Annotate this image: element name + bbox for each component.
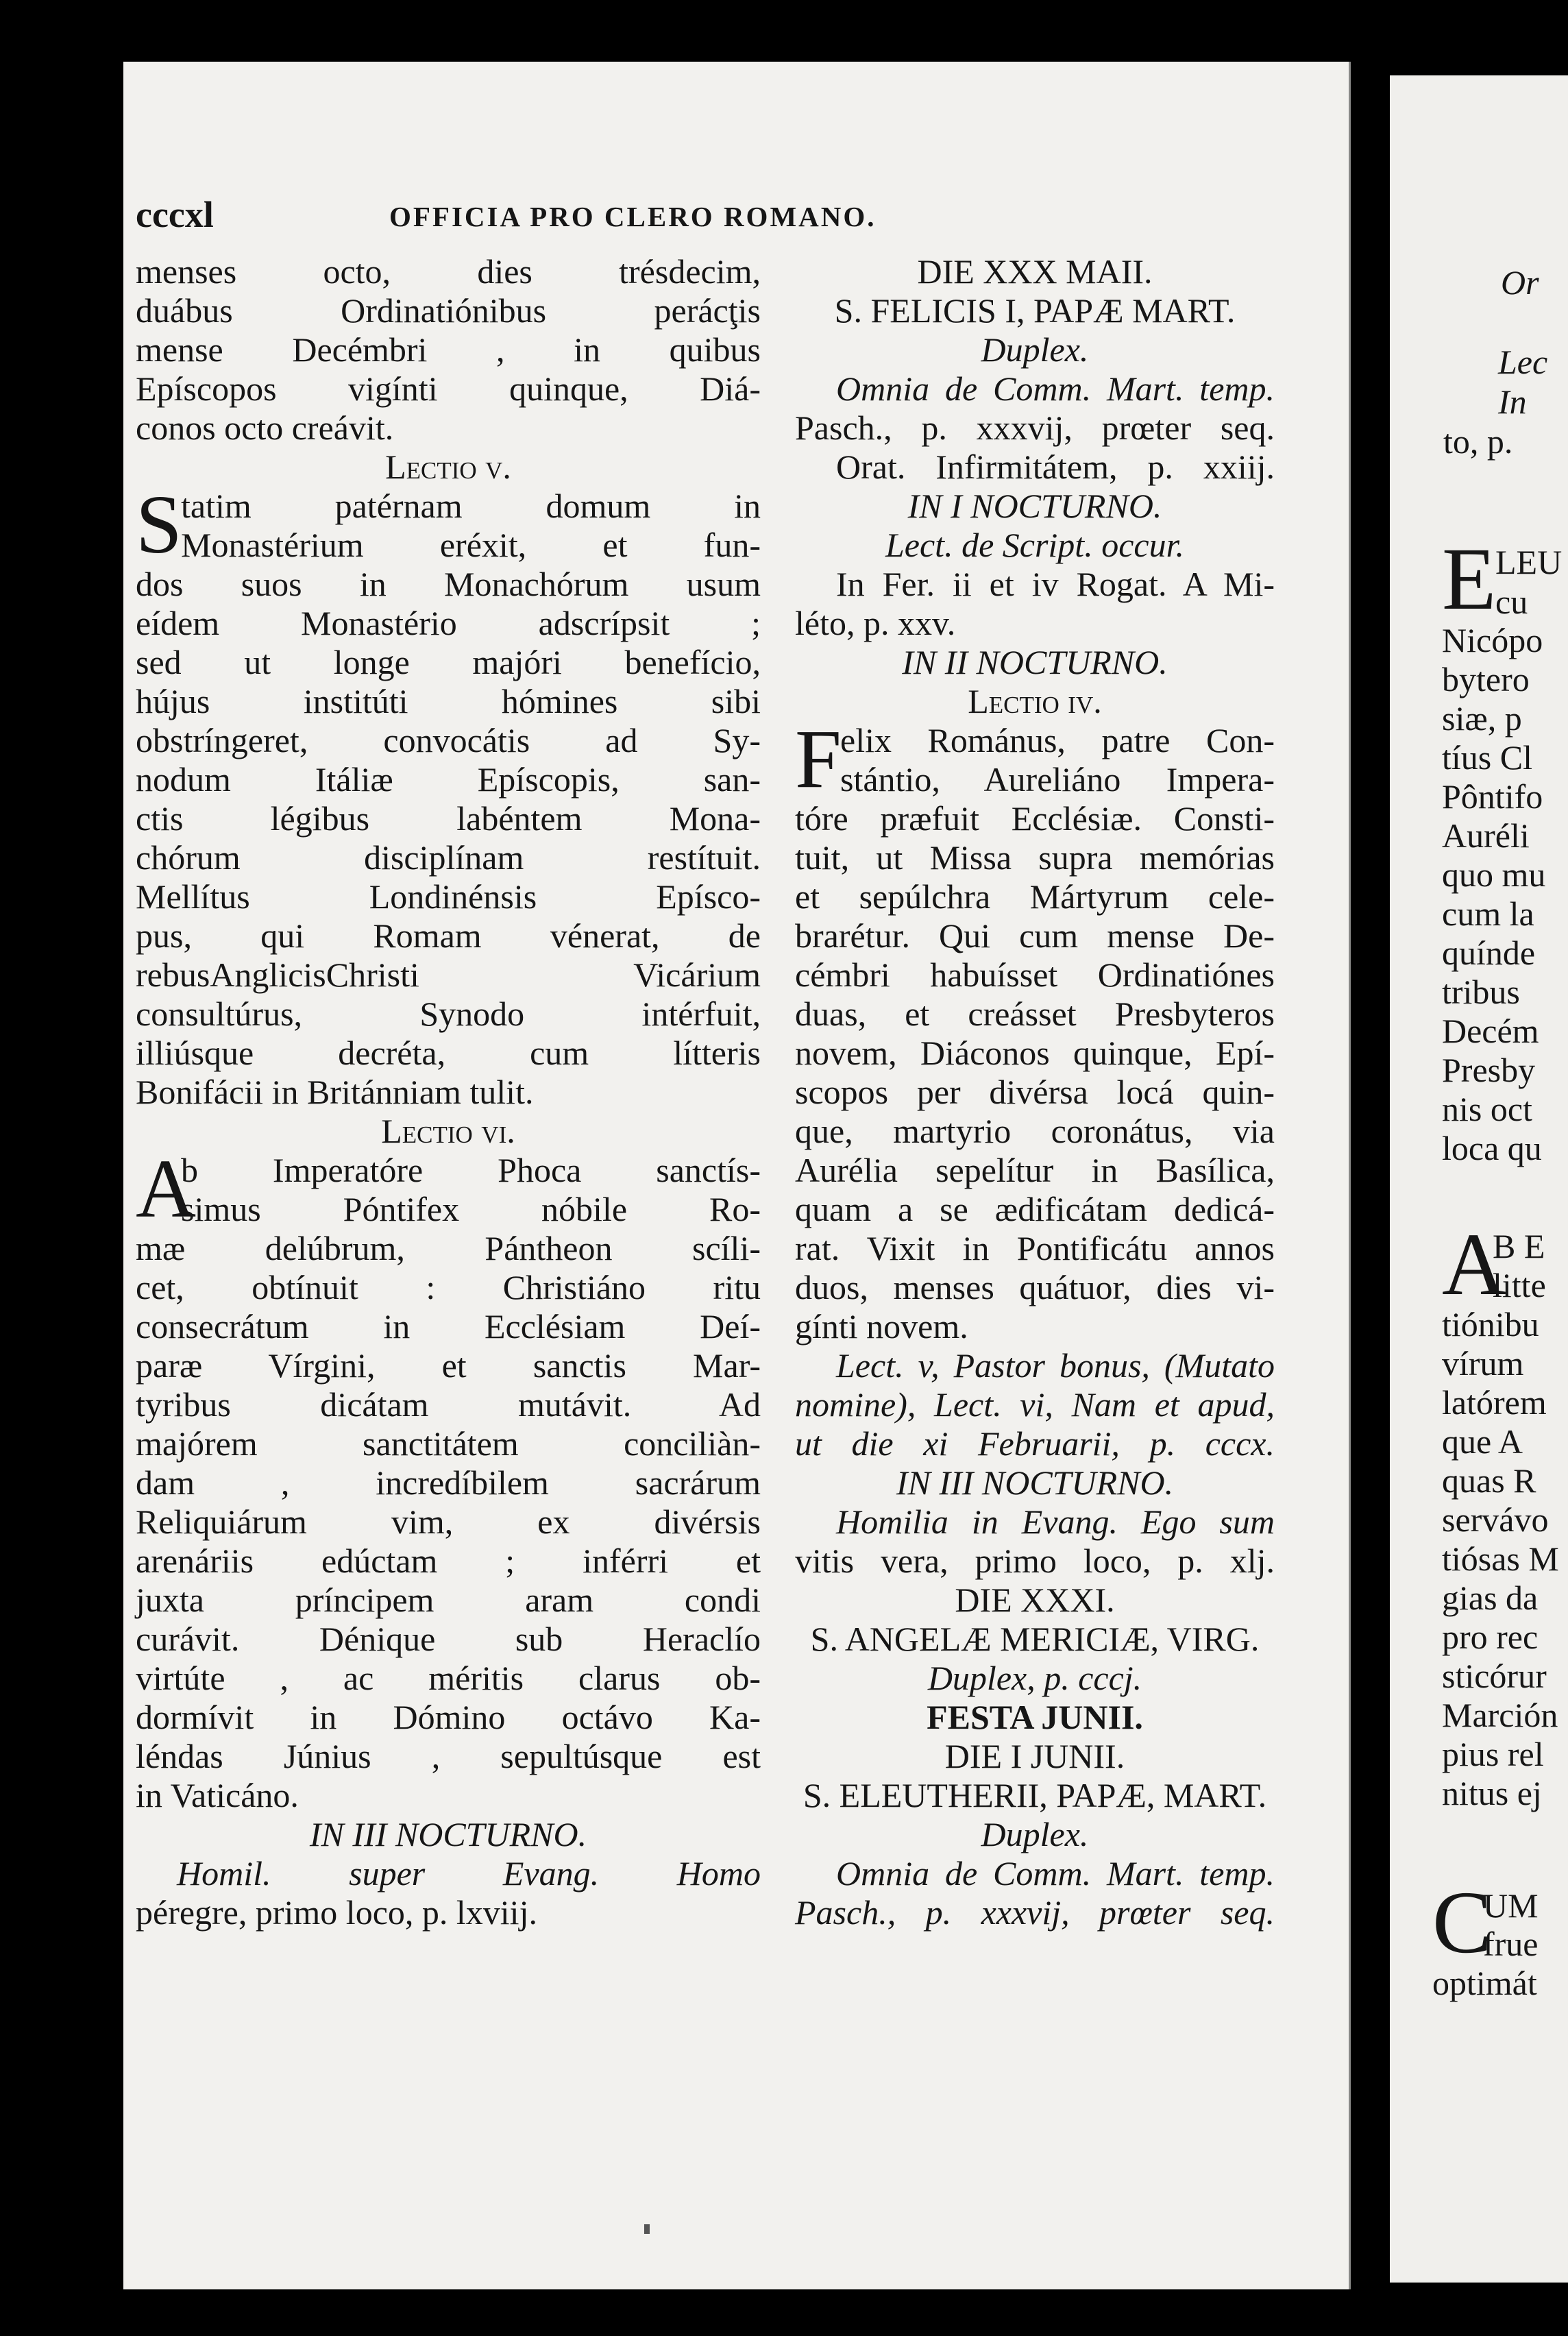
text-line: in Vaticáno. — [136, 1776, 299, 1814]
text-line: eídem Monastério adscrípsit ; — [136, 604, 761, 642]
feast-rank: Duplex. — [981, 330, 1089, 369]
fragment: B E — [1493, 1227, 1545, 1265]
feast-date: DIE I JUNII. — [944, 1737, 1125, 1775]
text-line: tóre præfuit Ecclésiæ. Consti- — [795, 799, 1275, 838]
feast-date: DIE XXXI. — [955, 1581, 1115, 1619]
feast-title: S. FELICIS I, PAPÆ MART. — [834, 291, 1236, 330]
lectio-heading: Lectio v. — [385, 448, 511, 486]
fragment: cum la — [1442, 895, 1534, 933]
text-line: majórem sanctitátem conciliàn- — [136, 1424, 761, 1463]
running-title: OFFICIA PRO CLERO ROMANO. — [389, 201, 877, 232]
rubric-line: ut die xi Februarii, p. cccx. — [795, 1424, 1275, 1463]
fragment: A — [1442, 1215, 1506, 1314]
feast-title: S. ELEUTHERII, PAPÆ, MART. — [803, 1776, 1267, 1814]
fragment: to, p. — [1443, 422, 1513, 461]
text-line: dos suos in Monachórum usum — [136, 565, 761, 603]
text-line: arenáriis edúctam ; inférri et — [136, 1542, 761, 1580]
rubric-line: Pasch., p. xxxvij, prœter seq. — [795, 1893, 1275, 1932]
fragment: Auréli — [1442, 816, 1530, 855]
folio-number: cccxl — [136, 194, 214, 235]
text-line: que, martyrio coronátus, via — [795, 1112, 1275, 1150]
text-line: hújus institúti hómines sibi — [136, 682, 761, 720]
text-line: Epíscopos vigínti quinque, Diá- — [136, 369, 761, 408]
fragment: que A — [1442, 1422, 1523, 1461]
text-line: cémbri habuísset Ordinatiónes — [795, 956, 1275, 994]
text-line: stántio, Aureliáno Impera- — [840, 760, 1275, 799]
fragment: frue — [1483, 1925, 1539, 1963]
text-line: tatim patérnam domum in — [181, 487, 761, 525]
text-line: dormívit in Dómino octávo Ka- — [136, 1698, 761, 1736]
text-line: menses octo, dies trésdecim, — [136, 252, 761, 291]
feast-rank: Duplex. — [981, 1815, 1089, 1853]
rubric-line: péregre, primo loco, p. lxviij. — [136, 1893, 537, 1932]
section-heading: FESTA JUNII. — [927, 1698, 1143, 1736]
rubric-line: Pasch., p. xxxvij, prœter seq. — [795, 409, 1275, 447]
rubric-line: Homilia in Evang. Ego sum — [836, 1502, 1275, 1541]
text-line: et sepúlchra Mártyrum cele- — [795, 877, 1275, 916]
text-line: conos octo creávit. — [136, 409, 394, 447]
fragment: servávo — [1442, 1500, 1549, 1539]
fragment: bytero — [1442, 660, 1530, 698]
fragment: litte — [1493, 1266, 1546, 1304]
text-line: consecrátum in Ecclésiam Deí- — [136, 1307, 761, 1346]
left-column — [136, 252, 761, 1932]
fragment: nitus ej — [1442, 1774, 1542, 1812]
fragment: Nicópo — [1442, 621, 1543, 659]
rubric-line: Orat. Infirmitátem, p. xxiij. — [836, 448, 1275, 486]
fragment: tiósas M — [1442, 1540, 1559, 1578]
text-line: paræ Vírgini, et sanctis Mar- — [136, 1346, 761, 1385]
fragment: Marción — [1442, 1696, 1558, 1734]
right-column — [795, 252, 1275, 1932]
fragment: quínde — [1442, 934, 1536, 972]
fragment: C — [1432, 1873, 1492, 1972]
text-line: Aurélia sepelítur in Basílica, — [795, 1151, 1275, 1189]
nocturno-heading: IN II NOCTURNO. — [902, 643, 1168, 681]
text-line: nodum Itáliæ Epíscopis, san- — [136, 760, 761, 799]
text-line: rat. Vixit in Pontificátu annos — [795, 1229, 1275, 1267]
lectio-vi-opening — [136, 1143, 761, 1235]
fragment: Decém — [1442, 1012, 1539, 1050]
text-line: léndas Június , sepultúsque est — [136, 1737, 761, 1775]
fragment: Or — [1501, 263, 1539, 302]
fragment: latórem — [1442, 1383, 1547, 1422]
drop-cap: A — [136, 1143, 197, 1235]
fragment: loca qu — [1442, 1129, 1542, 1167]
fragment: Presby — [1442, 1051, 1536, 1089]
text-line: Reliquiárum vim, ex divérsis — [136, 1502, 761, 1541]
text-line: sed ut longe majóri benefício, — [136, 643, 761, 681]
text-line: obstríngeret, convocátis ad Sy- — [136, 721, 761, 759]
text-line: quam a se ædificátam dedicá- — [795, 1190, 1275, 1228]
rubric-line: Lect. de Script. occur. — [885, 526, 1184, 564]
fragment: vírum — [1442, 1344, 1524, 1383]
text-line: duábus Ordinatiónibus perácţis — [136, 291, 761, 330]
text-line: gínti novem. — [795, 1307, 968, 1346]
text-line: cet, obtínuit : Christiáno ritu — [136, 1268, 761, 1306]
text-line: elix Románus, patre Con- — [840, 721, 1275, 759]
rubric-line: Homil. super Evang. Homo — [177, 1854, 761, 1893]
text-line: Bonifácii in Británniam tulit. — [136, 1073, 534, 1111]
rubric-line: In Fer. ii et iv Rogat. A Mi- — [836, 565, 1275, 603]
text-line: consultúrus, Synodo intérfuit, — [136, 995, 761, 1033]
fragment: quas R — [1442, 1461, 1536, 1500]
fragment: cu — [1495, 583, 1528, 621]
fragment: UM — [1483, 1886, 1539, 1925]
scan-mark — [644, 2224, 650, 2234]
fragment: LEU — [1495, 543, 1563, 581]
text-line: chórum disciplínam restítuit. — [136, 838, 761, 877]
lectio-heading: Lectio vi. — [381, 1112, 515, 1150]
text-line: Mellítus Londinénsis Epísco- — [136, 877, 761, 916]
nocturno-heading: IN I NOCTURNO. — [907, 487, 1162, 525]
rubric-line: vitis vera, primo loco, p. xlj. — [795, 1542, 1275, 1580]
fragment: Lec — [1498, 343, 1548, 381]
nocturno-heading: IN III NOCTURNO. — [896, 1463, 1174, 1502]
fragment: pro rec — [1442, 1618, 1539, 1656]
text-line: juxta príncipem aram condi — [136, 1581, 761, 1619]
text-line: tuit, ut Missa supra memórias — [795, 838, 1275, 877]
text-line: virtúte , ac méritis clarus ob- — [136, 1659, 761, 1697]
text-line: rebusAnglicisChristi Vicárium — [136, 956, 761, 994]
text-line: duas, et creásset Presbyteros — [795, 995, 1275, 1033]
rubric-line: nomine), Lect. vi, Nam et apud, — [795, 1385, 1275, 1424]
fragment: siæ, p — [1442, 699, 1522, 738]
feast-date: DIE XXX MAII. — [917, 252, 1153, 291]
rubric-line: léto, p. xxv. — [795, 604, 956, 642]
rubric-line: Omnia de Comm. Mart. temp. — [836, 1854, 1275, 1893]
fragment: E — [1442, 530, 1497, 629]
fragment: pius rel — [1442, 1735, 1544, 1773]
text-line: brarétur. Qui cum mense De- — [795, 916, 1275, 955]
text-line: ctis légibus labéntem Mona- — [136, 799, 761, 838]
text-line: simus Póntifex nóbile Ro- — [181, 1190, 761, 1228]
drop-cap: S — [136, 478, 182, 571]
fragment: gias da — [1442, 1579, 1539, 1617]
rubric-line: Omnia de Comm. Mart. temp. — [836, 369, 1275, 408]
text-line: tyribus dicátam mutávit. Ad — [136, 1385, 761, 1424]
text-line: illiúsque decréta, cum lítteris — [136, 1034, 761, 1072]
text-line: b Imperatóre Phoca sanctís- — [181, 1151, 761, 1189]
text-line: curávit. Dénique sub Heraclío — [136, 1620, 761, 1658]
lectio-iv-opening — [795, 713, 1275, 805]
text-line: Monastérium eréxit, et fun- — [181, 526, 761, 564]
lectio-v-opening — [136, 478, 761, 571]
fragment: nis oct — [1442, 1090, 1532, 1128]
text-line: pus, qui Romam vénerat, de — [136, 916, 761, 955]
text-line: scopos per divérsa locá quin- — [795, 1073, 1275, 1111]
nocturno-heading: IN III NOCTURNO. — [309, 1815, 587, 1853]
text-line: duos, menses quátuor, dies vi- — [795, 1268, 1275, 1306]
text-line: mæ delúbrum, Pántheon scíli- — [136, 1229, 761, 1267]
fragment: tribus — [1442, 973, 1520, 1011]
text-line: novem, Diáconos quinque, Epí- — [795, 1034, 1275, 1072]
fragment: tiónibu — [1442, 1305, 1539, 1343]
feast-title: S. ANGELÆ MERICIÆ, VIRG. — [810, 1620, 1260, 1658]
text-line: mense Decémbri , in quibus — [136, 330, 761, 369]
fragment: optimát — [1432, 1964, 1537, 2002]
feast-rank: Duplex, p. cccj. — [927, 1659, 1142, 1697]
text-line: dam , incredíbilem sacrárum — [136, 1463, 761, 1502]
drop-cap: F — [795, 713, 842, 805]
rubric-line: Lect. v, Pastor bonus, (Mutato — [836, 1346, 1275, 1385]
page-header — [136, 193, 1081, 248]
fragment: Pôntifo — [1442, 777, 1543, 816]
fragment: sticórur — [1442, 1657, 1547, 1695]
fragment: tíus Cl — [1442, 738, 1532, 777]
lectio-heading: Lectio iv. — [968, 682, 1102, 720]
fragment: In — [1498, 382, 1527, 421]
fragment: quo mu — [1442, 855, 1546, 894]
